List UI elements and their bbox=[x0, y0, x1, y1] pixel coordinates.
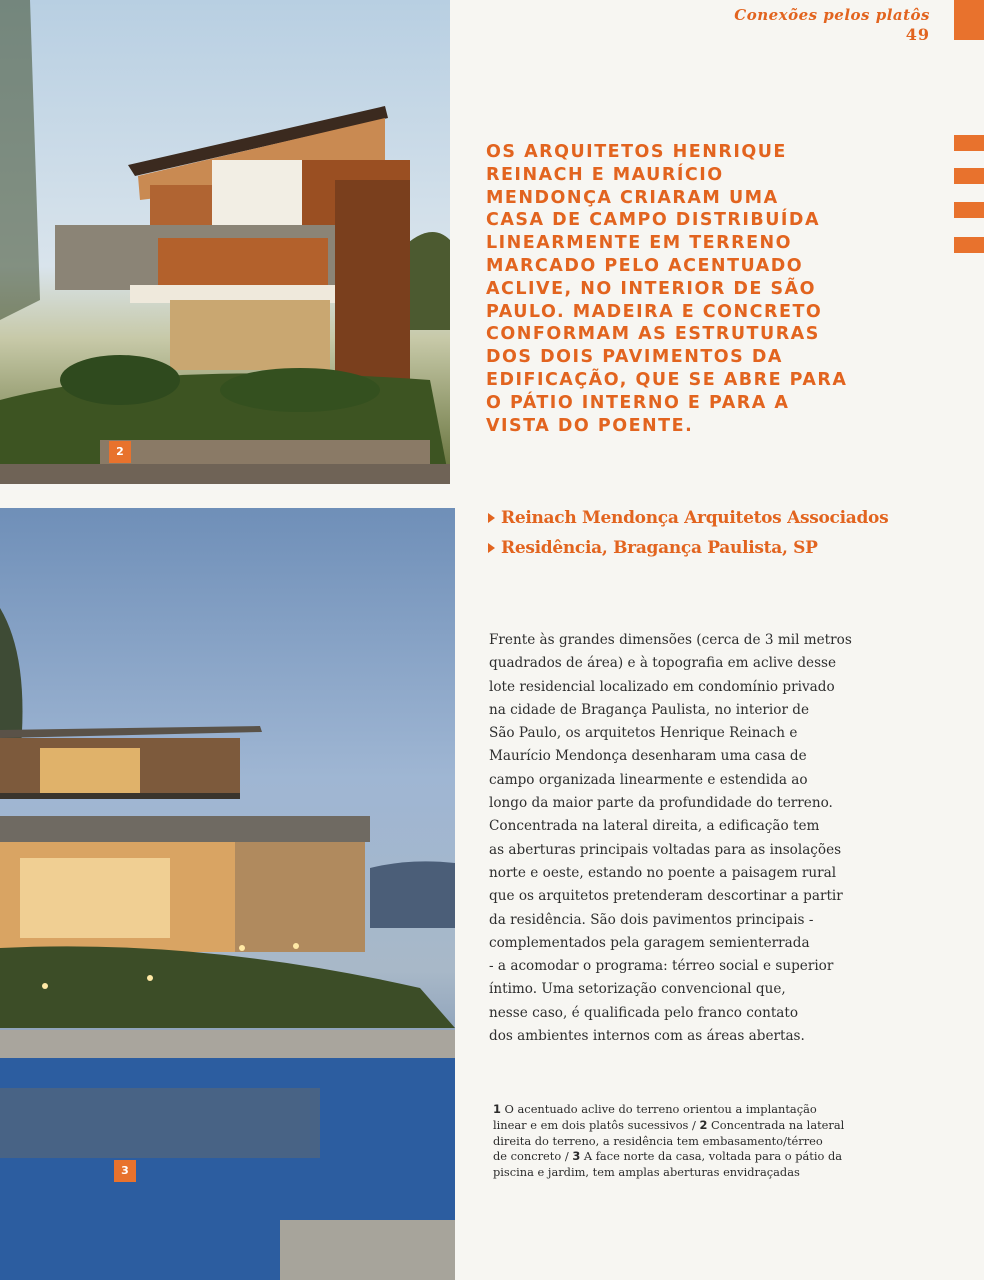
caption-text: piscina e jardim, tem amplas aberturas envidraçadas bbox=[493, 1165, 800, 1180]
body-line: Concentrada na lateral direita, a edificação tem bbox=[489, 818, 820, 835]
caption-number: 1 bbox=[493, 1102, 501, 1116]
body-line: norte e oeste, estando no poente a paisagem rural bbox=[489, 864, 837, 881]
body-line: Frente às grandes dimensões (cerca de 3 mil metros bbox=[489, 632, 852, 648]
body-line: dos ambientes internos com as áreas abertas. bbox=[489, 1028, 805, 1045]
office-name: Reinach Mendonça Arquitetos Associados bbox=[501, 508, 889, 528]
body-line: São Paulo, os arquitetos Henrique Reinach e bbox=[489, 725, 798, 742]
photo-captions bbox=[493, 1102, 845, 1181]
body-paragraph bbox=[489, 629, 852, 1048]
photo-house-slope bbox=[0, 0, 450, 484]
project-credits bbox=[488, 503, 889, 563]
figure-badge: 2 bbox=[109, 441, 131, 463]
credit-office bbox=[488, 503, 889, 533]
edge-tab-bar bbox=[954, 202, 984, 218]
edge-tab-bar bbox=[954, 237, 984, 253]
figure-badge: 3 bbox=[114, 1160, 136, 1182]
lead-line: DOS DOIS PAVIMENTOS DA bbox=[486, 347, 783, 368]
body-line: nesse caso, é qualificada pelo franco contato bbox=[489, 1004, 799, 1021]
project-name: Residência, Bragança Paulista, SP bbox=[501, 538, 818, 558]
caption-text: A face norte da casa, voltada para o pátio da bbox=[580, 1149, 843, 1164]
body-line: campo organizada linearmente e estendida ao bbox=[489, 771, 808, 788]
caption-text: Concentrada na lateral bbox=[707, 1117, 845, 1132]
lead-line: EDIFICAÇÃO, QUE SE ABRE PARA bbox=[486, 369, 848, 390]
credit-project bbox=[488, 533, 868, 563]
body-line: quadrados de área) e à topografia em aclive desse bbox=[489, 655, 837, 672]
lead-line: O PÁTIO INTERNO E PARA A bbox=[486, 392, 790, 413]
body-line: da residência. São dois pavimentos principais - bbox=[489, 911, 814, 928]
body-line: lote residencial localizado em condomínio privado bbox=[489, 678, 835, 695]
edge-tab-bar bbox=[954, 135, 984, 151]
lead-line: REINACH E MAURÍCIO bbox=[486, 164, 724, 185]
caption-text: linear e em dois platôs sucessivos / bbox=[493, 1117, 700, 1132]
page-number: 49 bbox=[905, 25, 930, 44]
lead-line: LINEARMENTE EM TERRENO bbox=[486, 233, 793, 254]
body-line: longo da maior parte da profundidade do terreno. bbox=[489, 795, 833, 812]
body-line: na cidade de Bragança Paulista, no interior de bbox=[489, 701, 810, 718]
caption-text: de concreto / bbox=[493, 1149, 573, 1164]
lead-line: ACLIVE, NO INTERIOR DE SÃO bbox=[486, 278, 816, 299]
triangle-bullet-icon bbox=[488, 513, 495, 523]
lead-paragraph bbox=[486, 141, 846, 437]
house-slope-illustration bbox=[0, 0, 450, 484]
section-title: Conexões pelos platôs bbox=[734, 6, 930, 24]
lead-line: CASA DE CAMPO DISTRIBUÍDA bbox=[486, 210, 820, 231]
edge-tab bbox=[954, 0, 984, 40]
lead-line: OS ARQUITETOS HENRIQUE bbox=[486, 142, 787, 162]
running-head bbox=[734, 5, 930, 45]
caption-line bbox=[493, 1117, 845, 1134]
body-line: íntimo. Uma setorização convencional que, bbox=[489, 981, 786, 998]
caption-text: direita do terreno, a residência tem embasamento/térreo bbox=[493, 1133, 823, 1148]
caption-number: 3 bbox=[572, 1149, 581, 1164]
lead-line: VISTA DO POENTE. bbox=[486, 415, 694, 436]
caption-line bbox=[493, 1165, 838, 1181]
caption-line bbox=[493, 1102, 838, 1118]
body-line: as aberturas principais voltadas para as insolações bbox=[489, 841, 842, 858]
house-pool-illustration bbox=[0, 508, 455, 1280]
photo-house-pool bbox=[0, 508, 455, 1280]
triangle-bullet-icon bbox=[488, 543, 495, 553]
lead-line: MARCADO PELO ACENTUADO bbox=[486, 255, 804, 276]
caption-text: O acentuado aclive do terreno orientou a implantação bbox=[500, 1102, 817, 1116]
caption-number: 2 bbox=[699, 1117, 708, 1132]
caption-line bbox=[493, 1149, 843, 1165]
body-line: - a acomodar o programa: térreo social e superior bbox=[489, 958, 834, 975]
caption-line bbox=[493, 1134, 838, 1150]
lead-line: PAULO. MADEIRA E CONCRETO bbox=[486, 301, 823, 322]
lead-line: MENDONÇA CRIARAM UMA bbox=[486, 187, 779, 208]
body-line: complementados pela garagem semienterrada bbox=[489, 934, 810, 951]
edge-tab-bar bbox=[954, 168, 984, 184]
lead-line: CONFORMAM AS ESTRUTURAS bbox=[486, 324, 820, 345]
body-line: que os arquitetos pretenderam descortinar a partir bbox=[489, 888, 843, 905]
body-line: Maurício Mendonça desenharam uma casa de bbox=[489, 748, 807, 765]
